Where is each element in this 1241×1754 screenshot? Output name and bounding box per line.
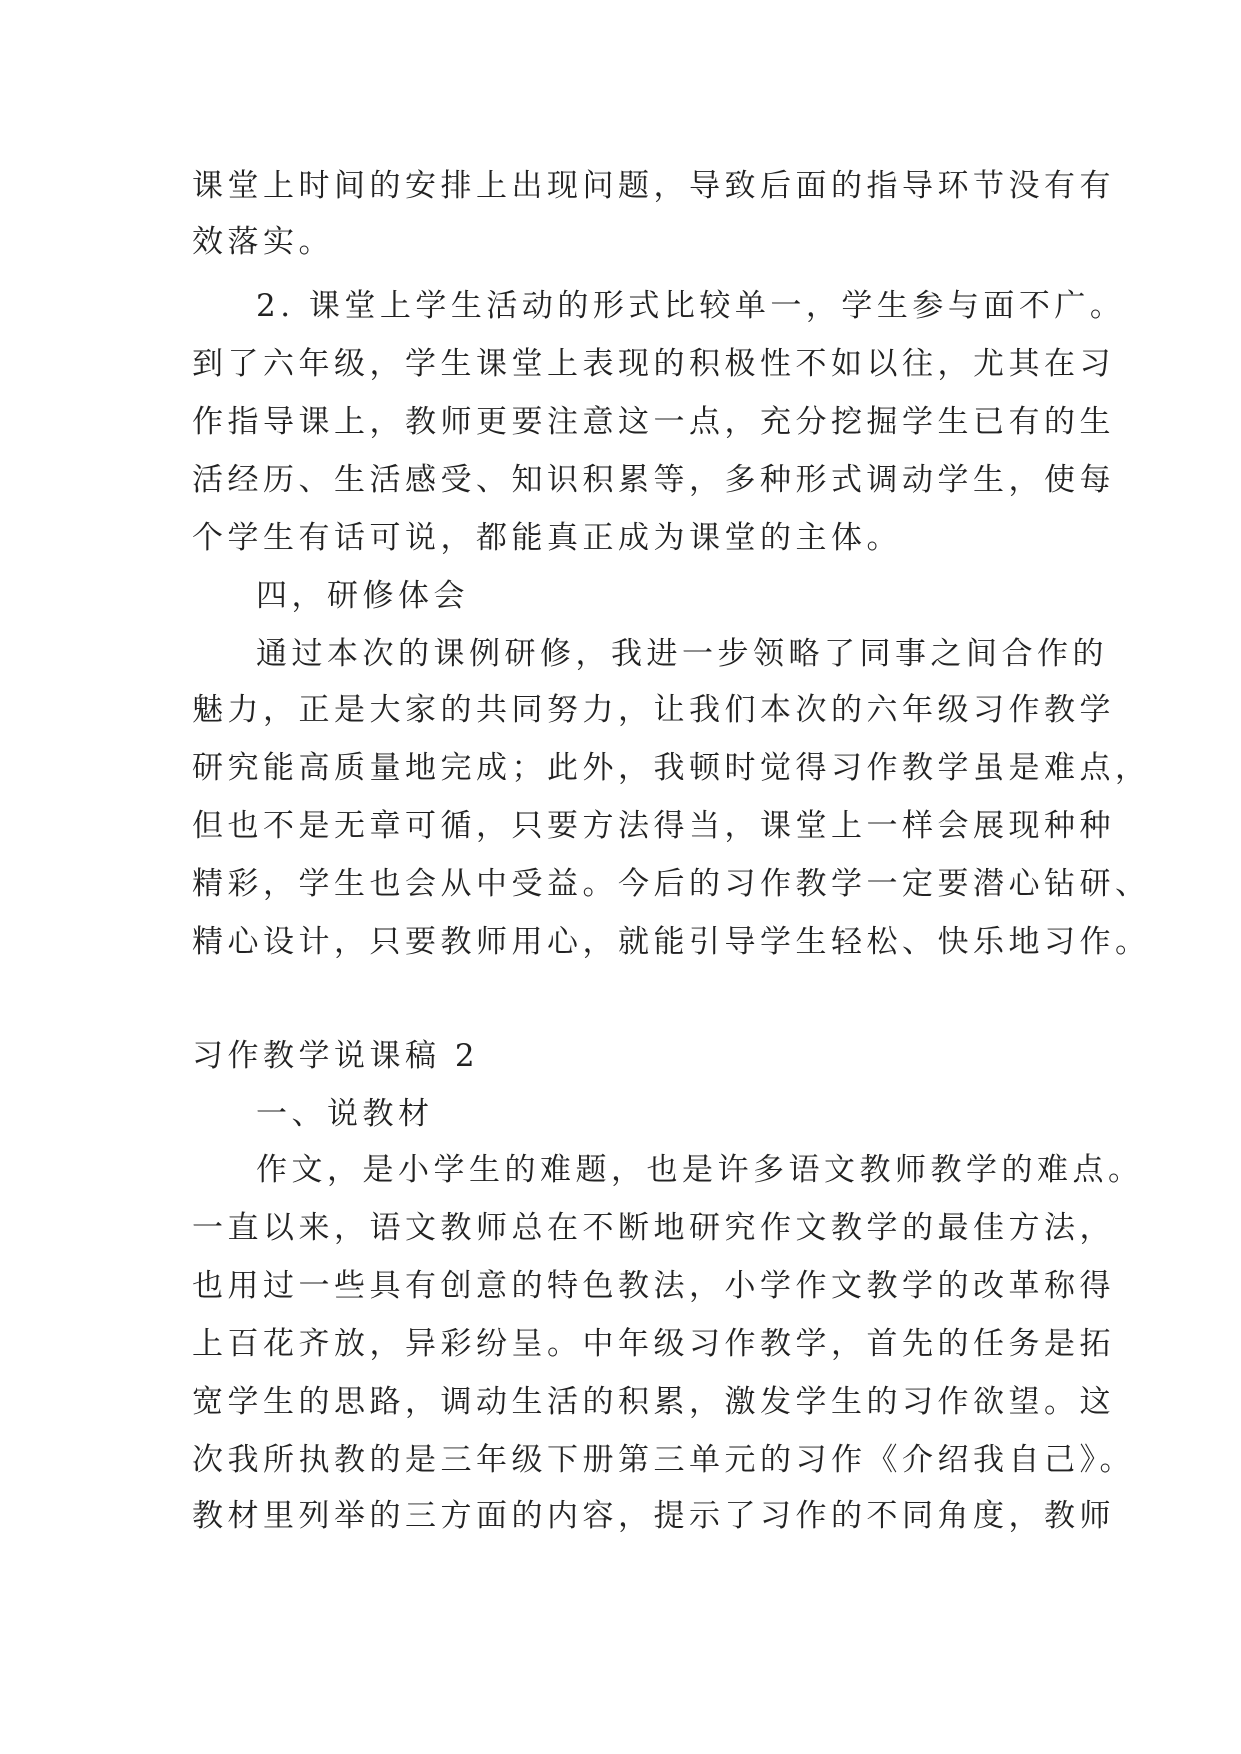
text-line: 活经历、生活感受、知识积累等，多种形式调动学生，使每: [192, 462, 1115, 498]
text-line: 作文，是小学生的难题，也是许多语文教师教学的难点。: [256, 1152, 1144, 1188]
section-heading: 一、说教材: [256, 1096, 434, 1132]
text-line: 上百花齐放，异彩纷呈。中年级习作教学，首先的任务是拓: [192, 1326, 1115, 1362]
text-line: 但也不是无章可循，只要方法得当，课堂上一样会展现种种: [192, 808, 1115, 844]
text-line: 宽学生的思路，调动生活的积累，激发学生的习作欲望。这: [192, 1384, 1115, 1420]
text-line: 一直以来，语文教师总在不断地研究作文教学的最佳方法，: [192, 1210, 1115, 1246]
section-heading: 四，研修体会: [256, 578, 469, 614]
text-line: 教材里列举的三方面的内容，提示了习作的不同角度，教师: [192, 1498, 1115, 1534]
text-line: 效落实。: [192, 224, 334, 260]
text-line: 个学生有话可说，都能真正成为课堂的主体。: [192, 520, 902, 556]
text-line: 精彩，学生也会从中受益。今后的习作教学一定要潜心钻研、: [192, 866, 1151, 902]
text-line: 研究能高质量地完成；此外，我顿时觉得习作教学虽是难点，: [192, 750, 1151, 786]
text-line: 精心设计，只要教师用心，就能引导学生轻松、快乐地习作。: [192, 924, 1151, 960]
text-line: 也用过一些具有创意的特色教法，小学作文教学的改革称得: [192, 1268, 1115, 1304]
text-line: 到了六年级，学生课堂上表现的积极性不如以往，尤其在习: [192, 346, 1115, 382]
text-line: 课堂上时间的安排上出现问题，导致后面的指导环节没有有: [192, 168, 1115, 204]
text-line: 通过本次的课例研修，我进一步领略了同事之间合作的: [256, 636, 1108, 672]
text-line: 魅力，正是大家的共同努力，让我们本次的六年级习作教学: [192, 692, 1115, 728]
text-line: 次我所执教的是三年级下册第三单元的习作《介绍我自己》。: [192, 1442, 1135, 1478]
text-line: 作指导课上，教师更要注意这一点，充分挖掘学生已有的生: [192, 404, 1115, 440]
text-line: 2. 课堂上学生活动的形式比较单一，学生参与面不广。: [256, 288, 1126, 324]
document-title: 习作教学说课稿 2: [192, 1038, 480, 1074]
